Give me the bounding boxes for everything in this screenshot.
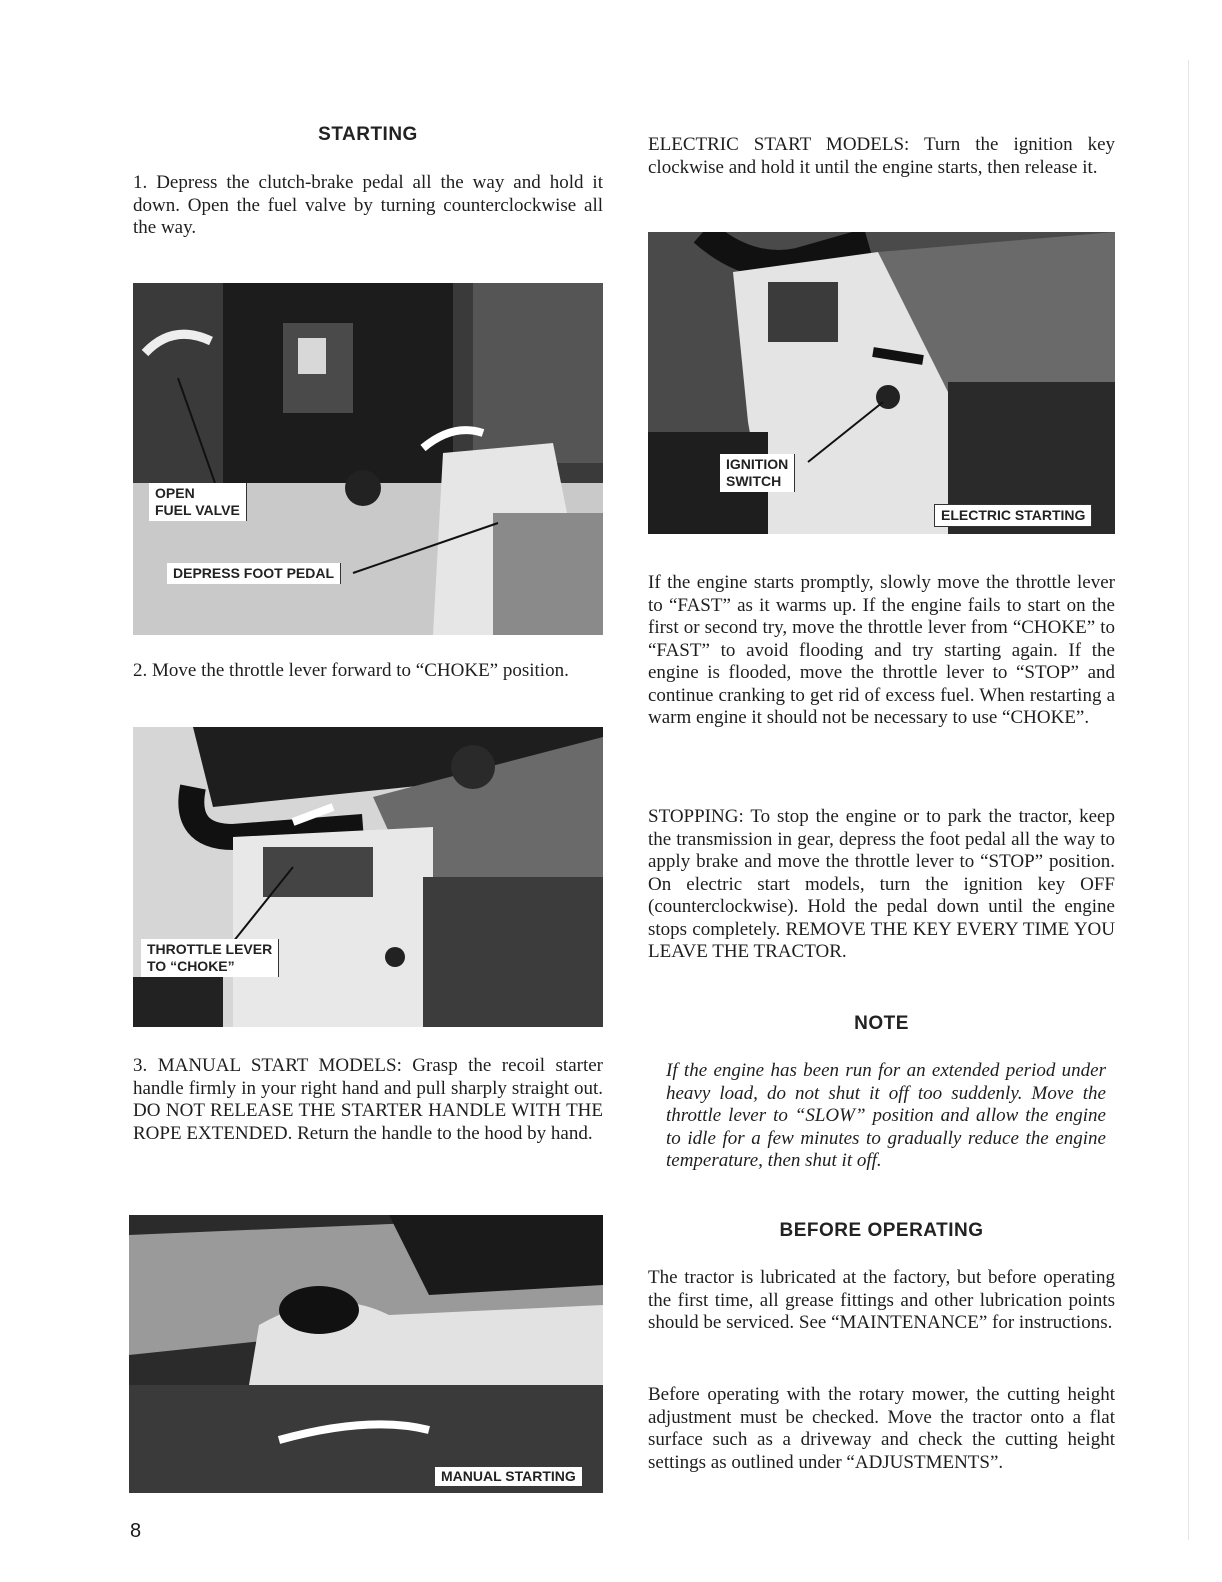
photo-electric-starting	[648, 232, 1115, 534]
page-number: 8	[130, 1520, 142, 1542]
manual-starting-caption: MANUAL STARTING	[435, 1467, 582, 1486]
stopping-text: STOPPING: To stop the engine or to park the tractor, keep the transmission in gear, depress the foot pedal all the way to apply brake and move the throttle lever to “STOP” position. On electric start models, turn the ignition key OFF (counterclockwise). Hold the pedal down until the engine stops completely. REMOVE THE KEY EVERY TIME YOU LEAVE THE TRACTOR.	[648, 806, 1115, 962]
before-operating-para-2: Before operating with the rotary mower, the cutting height adjustment must be checked. Move the tractor onto a flat surface such as a driveway and check the cutting height settings as outlined under “ADJUSTMENTS”.	[648, 1384, 1115, 1473]
photo-electric-art	[648, 232, 1115, 534]
step-1-text: 1. Depress the clutch-brake pedal all the way and hold it down. Open the fuel valve by turning counterclockwise all the way.	[133, 172, 603, 238]
photo-manual-starting	[129, 1215, 603, 1493]
ignition-switch-label: IGNITION SWITCH	[720, 454, 795, 492]
note-heading: NOTE	[854, 1013, 909, 1034]
photo-manual-art	[129, 1215, 603, 1493]
photo-fuel-valve	[133, 283, 603, 635]
open-fuel-valve-label: OPEN FUEL VALVE	[149, 483, 247, 521]
scan-edge	[1188, 60, 1189, 1540]
before-operating-heading: BEFORE OPERATING	[779, 1220, 984, 1241]
step-3-text: 3. MANUAL START MODELS: Grasp the recoil starter handle firmly in your right hand and pull sharply straight out. DO NOT RELEASE THE STARTER HANDLE WITH THE ROPE EXTENDED. Return the handle to the hood by hand.	[133, 1055, 603, 1144]
electric-starting-caption: ELECTRIC STARTING	[934, 504, 1092, 527]
starting-heading: STARTING	[318, 124, 418, 145]
photo-throttle-lever	[133, 727, 603, 1027]
before-operating-para-1: The tractor is lubricated at the factory, but before operating the first time, all grease fittings and other lubrication points should be serviced. See “MAINTENANCE” for instructions.	[648, 1267, 1115, 1333]
engine-starts-text: If the engine starts promptly, slowly move the throttle lever to “FAST” as it warms up. If the engine fails to start on the first or second try, move the throttle lever from “CHOKE” to “FAST” to avoid flooding and try starting again. If the engine is flooded, move the throttle lever to “STOP” and continue cranking to get rid of excess fuel. When restarting a warm engine it should not be necessary to use “CHOKE”.	[648, 572, 1115, 728]
note-text: If the engine has been run for an extended period under heavy load, do not shut it off too suddenly. Move the throttle lever to “SLOW” position and allow the engine to idle for a few minutes to gradually reduce the engine temperature, then shut it off.	[666, 1060, 1106, 1171]
electric-start-text: ELECTRIC START MODELS: Turn the ignition key clockwise and hold it until the engine starts, then release it.	[648, 134, 1115, 178]
step-2-text: 2. Move the throttle lever forward to “CHOKE” position.	[133, 660, 569, 681]
depress-foot-pedal-label: DEPRESS FOOT PEDAL	[167, 563, 341, 584]
throttle-lever-label: THROTTLE LEVER TO “CHOKE”	[141, 939, 279, 977]
photo-throttle-art	[133, 727, 603, 1027]
